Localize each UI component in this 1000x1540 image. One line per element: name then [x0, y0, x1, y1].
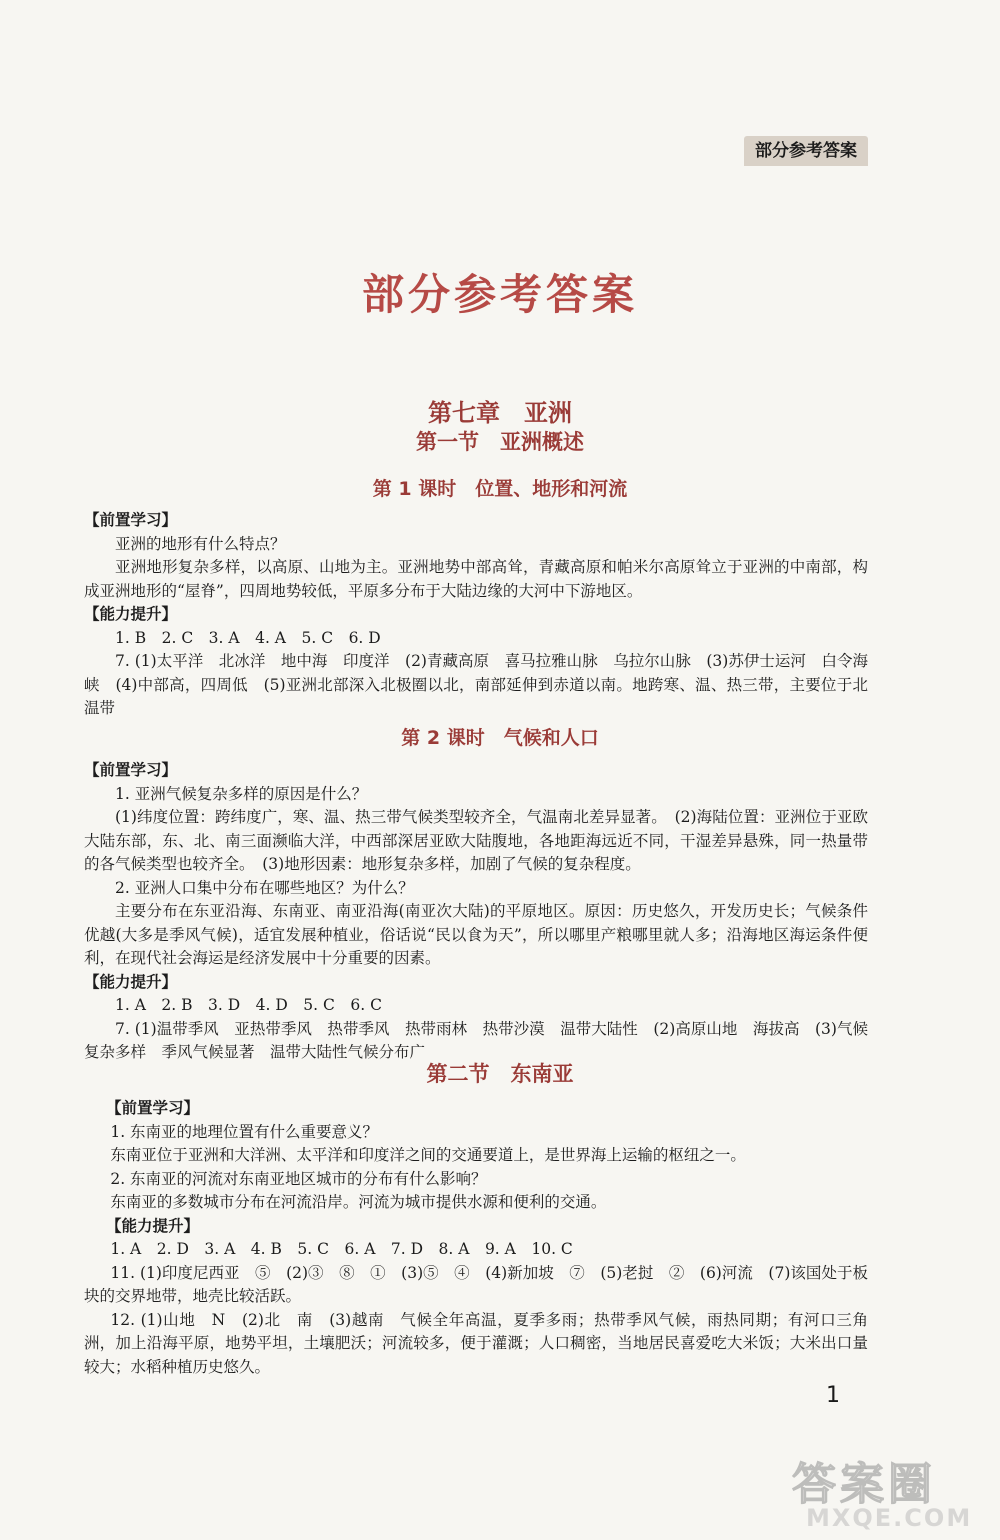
pre-study-label: 【前置学习】: [106, 1099, 200, 1117]
choice-answers: 1. A 2. B 3. D 4. D 5. C 6. C: [115, 996, 382, 1014]
question-12-answer: 12. (1)山地 N (2)北 南 (3)越南 气候全年高温，夏季多雨；热带季风气候，雨热同期；有河口三角洲，加上沿海平原，地势平坦，土壤肥沃；河流较多，便于灌溉；人口稠密，当地居民喜爱吃大米饭；大米出口量较大；水稻种植历史悠久。: [84, 1310, 868, 1376]
question-7-answer: 7. (1)太平洋 北冰洋 地中海 印度洋 (2)青藏高原 喜马拉雅山脉 乌拉尔山脉 (3)苏伊士运河 白令海峡 (4)中部高，四周低 (5)亚洲北部深入北极圈以北，南部延伸到赤道以南。地跨寒、温、热三带，主要位于北温带: [84, 652, 868, 717]
question-2-text: 2. 东南亚的河流对东南亚地区城市的分布有什么影响？: [110, 1169, 487, 1188]
running-header-tab: 部分参考答案: [744, 136, 868, 166]
question-2-text: 2. 亚洲人口集中分布在哪些地区？为什么？: [115, 878, 414, 897]
question-1-answer: (1)纬度位置：跨纬度广，寒、温、热三带气候类型较齐全，气温南北差异显著。 (2)海陆位置：亚洲位于亚欧大陆东部，东、北、南三面濒临大洋，中西部深居亚欧大陆腹地，各地距海远近不同，干湿差异悬殊，同一热量带的各气候类型也较齐全。 (3)地形因素：地形复杂多样，加剧了气候的复杂程度。: [84, 808, 868, 873]
ability-label: 【能力提升】: [106, 1216, 200, 1235]
choice-answers: 1. A 2. D 3. A 4. B 5. C 6. A 7. D 8. A 9. A 10. C: [110, 1240, 573, 1258]
pre-study-label: 【前置学习】: [84, 511, 178, 529]
question-7-answer: 7. (1)温带季风 亚热带季风 热带季风 热带雨林 热带沙漠 温带大陆性 (2)高原山地 海拔高 (3)气候复杂多样 季风气候显著 温带大陆性气候分布广: [84, 1019, 868, 1061]
site-watermark: [782, 1448, 978, 1536]
question-11-answer: 11. (1)印度尼西亚 ⑤ (2)③ ⑧ ① (3)⑤ ④ (4)新加坡 ⑦ (5)老挝 ② (6)河流 (7)该国处于板块的交界地带，地壳比较活跃。: [84, 1263, 868, 1305]
chapter-heading: 第七章 亚洲: [428, 399, 572, 427]
question-1-answer: 东南亚位于亚洲和大洋洲、太平洋和印度洋之间的交通要道上，是世界海上运输的枢纽之一。: [110, 1146, 746, 1164]
question-1-text: 1. 东南亚的地理位置有什么重要意义？: [110, 1122, 379, 1141]
lesson-1-content: [84, 509, 868, 721]
section-2-content: [84, 1097, 868, 1379]
page-number: 1: [826, 1383, 840, 1408]
ability-label: 【能力提升】: [84, 605, 178, 623]
ability-label: 【能力提升】: [84, 972, 178, 991]
pre-study-label: 【前置学习】: [84, 761, 178, 779]
section-heading-1: 第一节 亚洲概述: [416, 430, 584, 454]
watermark-url-text: MXQE.COM: [806, 1504, 973, 1532]
choice-answers: 1. B 2. C 3. A 4. A 5. C 6. D: [115, 628, 381, 647]
question-text: 亚洲的地形有什么特点？: [115, 534, 286, 553]
watermark-logo-text: 答案圈: [792, 1459, 936, 1510]
lesson-heading-2: 第 2 课时 气候和人口: [401, 727, 599, 749]
question-1-text: 1. 亚洲气候复杂多样的原因是什么？: [115, 784, 368, 803]
answer-text: 亚洲地形复杂多样，以高原、山地为主。亚洲地势中部高耸，青藏高原和帕米尔高原耸立于亚洲的中南部，构成亚洲地形的“屋脊”，四周地势较低，平原多分布于大陆边缘的大河中下游地区。: [84, 558, 868, 600]
lesson-2-content: [84, 759, 868, 1065]
question-2-answer: 东南亚的多数城市分布在河流沿岸。河流为城市提供水源和便利的交通。: [110, 1193, 607, 1211]
section-heading-2: 第二节 东南亚: [426, 1062, 574, 1086]
page-title: 部分参考答案: [361, 270, 638, 319]
question-2-answer: 主要分布在东亚沿海、东南亚、南亚沿海(南亚次大陆)的平原地区。原因：历史悠久，开发历史长；气候条件优越(大多是季风气候)，适宜发展种植业，俗话说“民以食为天”，所以哪里产粮哪里就人多；沿海地区海运条件便利，在现代社会海运是经济发展中十分重要的因素。: [84, 902, 868, 967]
lesson-heading-1: 第 1 课时 位置、地形和河流: [372, 478, 628, 500]
